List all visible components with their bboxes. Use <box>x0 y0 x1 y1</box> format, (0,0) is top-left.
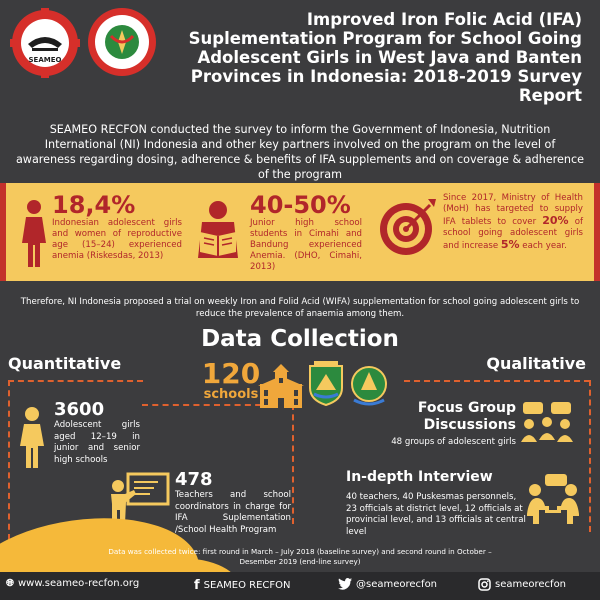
band-edge-left <box>0 183 6 281</box>
intro-text: SEAMEO RECFON conducted the survey to inform the Government of Indonesia, Nutrition International (NI) Indonesia and other key partners involved on the program on the level of awareness regarding dosing, adherence & benefits of IFA supplements and on coverage & adherence of the program <box>15 123 585 181</box>
data-collection-note: Data was collected twice: first round in March – July 2018 (baseline survey) and second round in October – Desember 2019 (end-line survey) <box>108 547 492 566</box>
divider <box>8 380 143 382</box>
qualitative-label: Qualitative <box>486 354 586 373</box>
svg-text:SEAMEO: SEAMEO <box>28 56 62 64</box>
stat-text: Since 2017, Ministry of Health (MoH) has targeted to supply IFA tablets to cover 20% of school going adolescent girls and increase 5% each year. <box>443 193 584 251</box>
footer-twitter[interactable] <box>338 578 437 590</box>
students-count: 3600 <box>54 399 105 420</box>
focus-group-discussions <box>336 400 516 448</box>
band-edge-right <box>594 183 600 281</box>
stat-anemia-women <box>52 192 182 262</box>
instagram-icon <box>478 578 491 591</box>
stat-value: 40-50% <box>250 191 351 219</box>
interview-icon <box>525 474 581 524</box>
facebook-link[interactable]: SEAMEO RECFON <box>203 580 291 591</box>
teachers-text: Teachers and school coordinators in charge for IFA Suplementation /School Health Program <box>175 490 291 535</box>
instagram-link[interactable]: seameorecfon <box>495 579 567 590</box>
divider <box>589 380 591 532</box>
footer-facebook[interactable] <box>194 578 291 593</box>
data-collection-title: Data Collection <box>201 326 399 352</box>
footer-website[interactable] <box>6 578 139 589</box>
girl-icon <box>18 406 46 470</box>
divider <box>404 380 590 382</box>
website-link[interactable]: www.seameo-recfon.org <box>18 578 140 589</box>
stat-anemia-students <box>250 192 362 273</box>
schools-number: 120 <box>201 357 261 390</box>
teachers-count: 478 <box>175 469 213 490</box>
divider <box>8 380 10 540</box>
highlight-5: 5% <box>500 238 520 251</box>
school-building-icon <box>258 364 304 408</box>
globe-icon: 🌐︎ <box>6 578 14 589</box>
highlight-20: 20% <box>542 214 569 227</box>
woman-icon <box>20 199 48 269</box>
stat-moh-target <box>443 193 583 252</box>
idi-text: 40 teachers, 40 Puskesmas personnels, 23 officials at district level, 12 officials at provincial level, and 13 officials at central level <box>346 492 526 537</box>
target-icon <box>378 195 438 257</box>
twitter-icon <box>338 578 352 590</box>
page-title: Improved Iron Folic Acid (IFA) Suplementation Program for School Going Adolescent Girls in West Java and Banten Provinces in Indonesia: 2018-2019 Survey Report <box>188 10 582 105</box>
stat-text: Indonesian adolescent girls and women of reproductive age (15–24) experienced anemia (Riskesdas, 2013) <box>52 218 182 261</box>
footer-instagram[interactable] <box>478 578 566 591</box>
seameo-recfon-logo <box>86 6 158 78</box>
quant-teachers <box>175 470 291 536</box>
header <box>0 0 600 112</box>
stat-text: Junior high school students in Cimahi and Bandung experienced Anemia. (DHO, Cimahi, 2013) <box>250 218 362 272</box>
idi-title: In-depth Interview <box>346 469 493 485</box>
twitter-link[interactable]: @seameorecfon <box>356 578 438 590</box>
quantitative-label: Quantitative <box>8 354 122 373</box>
reader-icon <box>194 200 242 260</box>
therefore-text: Therefore, NI Indonesia proposed a trial on weekly Iron and Folid Acid (WIFA) supplementation for school going adolescent girls to reduce the prevalence of anaemia among them. <box>20 297 580 319</box>
fgd-title: Focus Group Discussions <box>417 400 516 433</box>
schools-count <box>196 357 266 402</box>
schools-label: schools <box>203 387 259 402</box>
divider <box>292 404 294 524</box>
students-text: Adolescent girls aged 12–19 in junior and senior high schools <box>54 420 140 465</box>
quant-students <box>54 400 140 466</box>
facebook-icon: f <box>194 578 200 593</box>
stat-value: 18,4% <box>52 191 136 219</box>
fgd-text: 48 groups of adolescent girls <box>391 437 516 447</box>
group-discussion-icon <box>519 402 575 446</box>
seameo-logo <box>10 8 80 78</box>
